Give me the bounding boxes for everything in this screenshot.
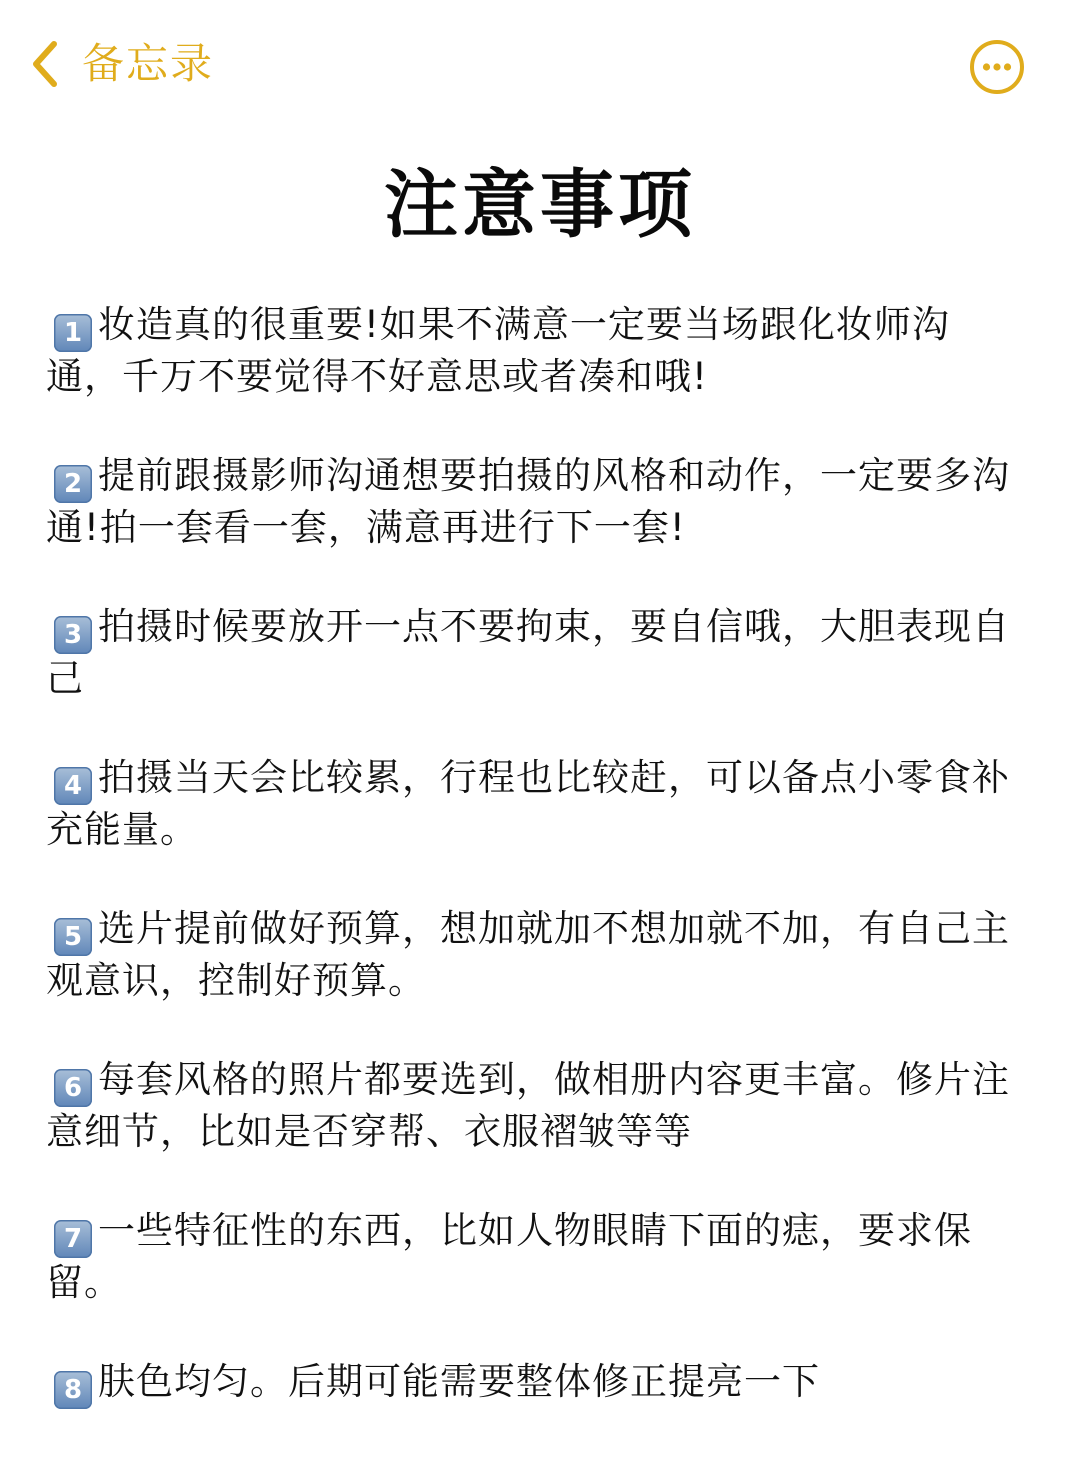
note-item-text: 拍摄当天会比较累，行程也比较赶，可以备点小零食补充能量。: [46, 756, 1010, 851]
note-item-7: [46, 1206, 1016, 1308]
note-item-text: 妆造真的很重要!如果不满意一定要当场跟化妆师沟通，千万不要觉得不好意思或者凑和哦!: [46, 303, 950, 398]
chevron-left-icon: [30, 39, 60, 89]
keycap-number-icon: 5: [54, 918, 92, 956]
note-item-2: [46, 451, 1016, 553]
ellipsis-circle-icon: [968, 38, 1026, 96]
more-options-button[interactable]: [968, 38, 1026, 96]
keycap-number-icon: 1: [54, 314, 92, 352]
keycap-number-icon: 8: [54, 1371, 92, 1409]
keycap-number-icon: 6: [54, 1069, 92, 1107]
keycap-number-icon: 4: [54, 767, 92, 805]
note-title: 注意事项: [384, 162, 696, 248]
keycap-number-icon: 2: [54, 465, 92, 503]
keycap-number-icon: 7: [54, 1220, 92, 1258]
back-label: 备忘录: [82, 39, 215, 88]
note-item-1: [46, 300, 1016, 402]
note-body[interactable]: [46, 300, 1016, 1458]
note-item-text: 肤色均匀。后期可能需要整体修正提亮一下: [98, 1360, 820, 1403]
navigation-bar: [0, 0, 1080, 120]
note-item-5: [46, 904, 1016, 1006]
note-item-text: 选片提前做好预算，想加就加不想加就不加，有自己主观意识，控制好预算。: [46, 907, 1010, 1002]
note-item-text: 每套风格的照片都要选到，做相册内容更丰富。修片注意细节，比如是否穿帮、衣服褶皱等等: [46, 1058, 1010, 1153]
note-item-text: 提前跟摄影师沟通想要拍摄的风格和动作，一定要多沟通!拍一套看一套，满意再进行下一套!: [46, 454, 1010, 549]
note-item-text: 一些特征性的东西，比如人物眼睛下面的痣，要求保留。: [46, 1209, 972, 1304]
note-item-3: [46, 602, 1016, 704]
note-item-text: 拍摄时候要放开一点不要拘束，要自信哦，大胆表现自己: [46, 605, 1010, 700]
note-item-8: [46, 1357, 1016, 1409]
note-item-4: [46, 753, 1016, 855]
back-button[interactable]: [30, 36, 214, 92]
note-item-6: [46, 1055, 1016, 1157]
keycap-number-icon: 3: [54, 616, 92, 654]
